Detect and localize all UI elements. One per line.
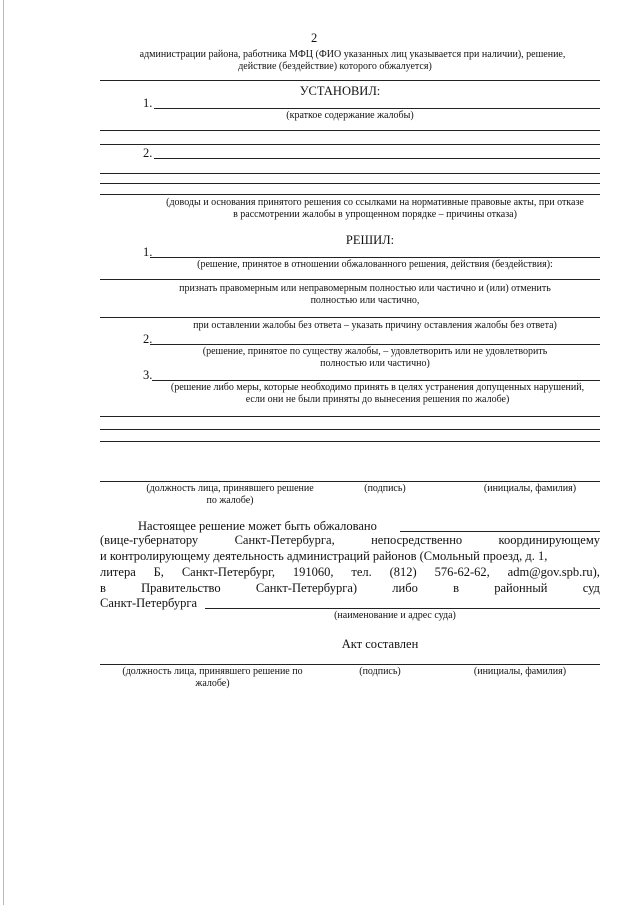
reshil-item1-caption-1: (решение, принятое в отношении обжалованного решения, действия (бездействия): xyxy=(197,259,553,270)
blank-line xyxy=(100,429,600,430)
blank-line xyxy=(100,194,600,195)
ustanovil-item2-line xyxy=(154,158,600,159)
signature2-position-1: (должность лица, принявшего решение по xyxy=(122,666,303,677)
ustanovil-item2-number: 2. xyxy=(143,146,153,160)
appeal-line-6: Санкт-Петербурга xyxy=(100,596,198,610)
blank-line xyxy=(100,279,600,280)
court-caption: (наименование и адрес суда) xyxy=(334,610,456,621)
appeal-line-1: Настоящее решение может быть обжаловано xyxy=(138,519,377,533)
reshil-title: РЕШИЛ: xyxy=(345,233,395,247)
ustanovil-item2-caption-2: в рассмотрении жалобы в упрощенном порядке – причины отказа) xyxy=(233,209,517,220)
ustanovil-item1-number: 1. xyxy=(143,96,153,110)
signature-rule xyxy=(100,481,600,482)
ustanovil-item1-line xyxy=(154,108,600,109)
page-number: 2 xyxy=(311,31,318,45)
ustanovil-item2-caption-1: (доводы и основания принятого решения со ссылками на нормативные правовые акты, при отказе xyxy=(166,197,584,208)
signature1-signature: (подпись) xyxy=(364,483,406,494)
header-line-1: администрации района, работника МФЦ (ФИО указанных лиц указывается при наличии), решение, xyxy=(139,49,566,60)
reshil-item2-caption-1: (решение, принятое по существу жалобы, – удовлетворить или не удовлетворить xyxy=(202,346,548,357)
act-title: Акт составлен xyxy=(341,637,419,651)
reshil-item3-caption-1: (решение либо меры, которые необходимо принять в целях устранения допущенных нарушений, xyxy=(170,382,585,393)
reshil-item2-caption-2: полностью или частично) xyxy=(320,358,430,369)
ustanovil-item1-caption: (краткое содержание жалобы) xyxy=(286,110,414,121)
blank-line xyxy=(100,441,600,442)
header-line-2: действие (бездействие) которого обжалуется) xyxy=(238,61,432,72)
blank-line xyxy=(100,144,600,145)
appeal-line-5: в Правительство Санкт-Петербурга) либо в районный суд xyxy=(100,581,600,595)
reshil-item1-caption-2: признать правомерным или неправомерным полностью или частично и (или) отменить xyxy=(179,283,551,294)
blank-line xyxy=(100,173,600,174)
ustanovil-title: УСТАНОВИЛ: xyxy=(299,84,381,98)
scan-edge xyxy=(3,0,4,905)
header-rule xyxy=(100,80,600,81)
blank-line xyxy=(100,130,600,131)
signature2-position-2: жалобе) xyxy=(195,678,230,689)
act-signature-rule xyxy=(100,664,600,665)
blank-line xyxy=(100,183,600,184)
court-fill-line xyxy=(205,608,600,609)
reshil-item2-number: 2. xyxy=(143,332,153,346)
signature2-signature: (подпись) xyxy=(359,666,401,677)
reshil-item3-number: 3. xyxy=(143,368,153,382)
appeal-line-3: и контролирующему деятельность администраций районов (Смольный проезд, д. 1, xyxy=(100,549,548,563)
signature1-position-1: (должность лица, принявшего решение xyxy=(146,483,314,494)
reshil-item3-caption-2: если они не были приняты до вынесения решения по жалобе) xyxy=(245,394,510,405)
reshil-item2-line xyxy=(150,344,600,345)
appeal-line-2: (вице-губернатору Санкт-Петербурга, непосредственно координирующему xyxy=(100,533,600,547)
reshil-item1-line xyxy=(150,257,600,258)
blank-line xyxy=(100,416,600,417)
signature1-name: (инициалы, фамилия) xyxy=(483,483,577,494)
signature1-position-2: по жалобе) xyxy=(206,495,254,506)
reshil-item1-caption-3: полностью или частично, xyxy=(310,295,420,306)
reshil-item1-number: 1. xyxy=(143,245,153,259)
signature2-name: (инициалы, фамилия) xyxy=(473,666,567,677)
reshil-item3-line xyxy=(152,380,600,381)
reshil-item1-caption-4: при оставлении жалобы без ответа – указать причину оставления жалобы без ответа) xyxy=(193,320,557,331)
appeal-line-4: литера Б, Санкт-Петербург, 191060, тел. (812) 576-62-62, adm@gov.spb.ru), xyxy=(100,565,600,579)
appeal-fill-line xyxy=(400,531,600,532)
blank-line xyxy=(100,317,600,318)
